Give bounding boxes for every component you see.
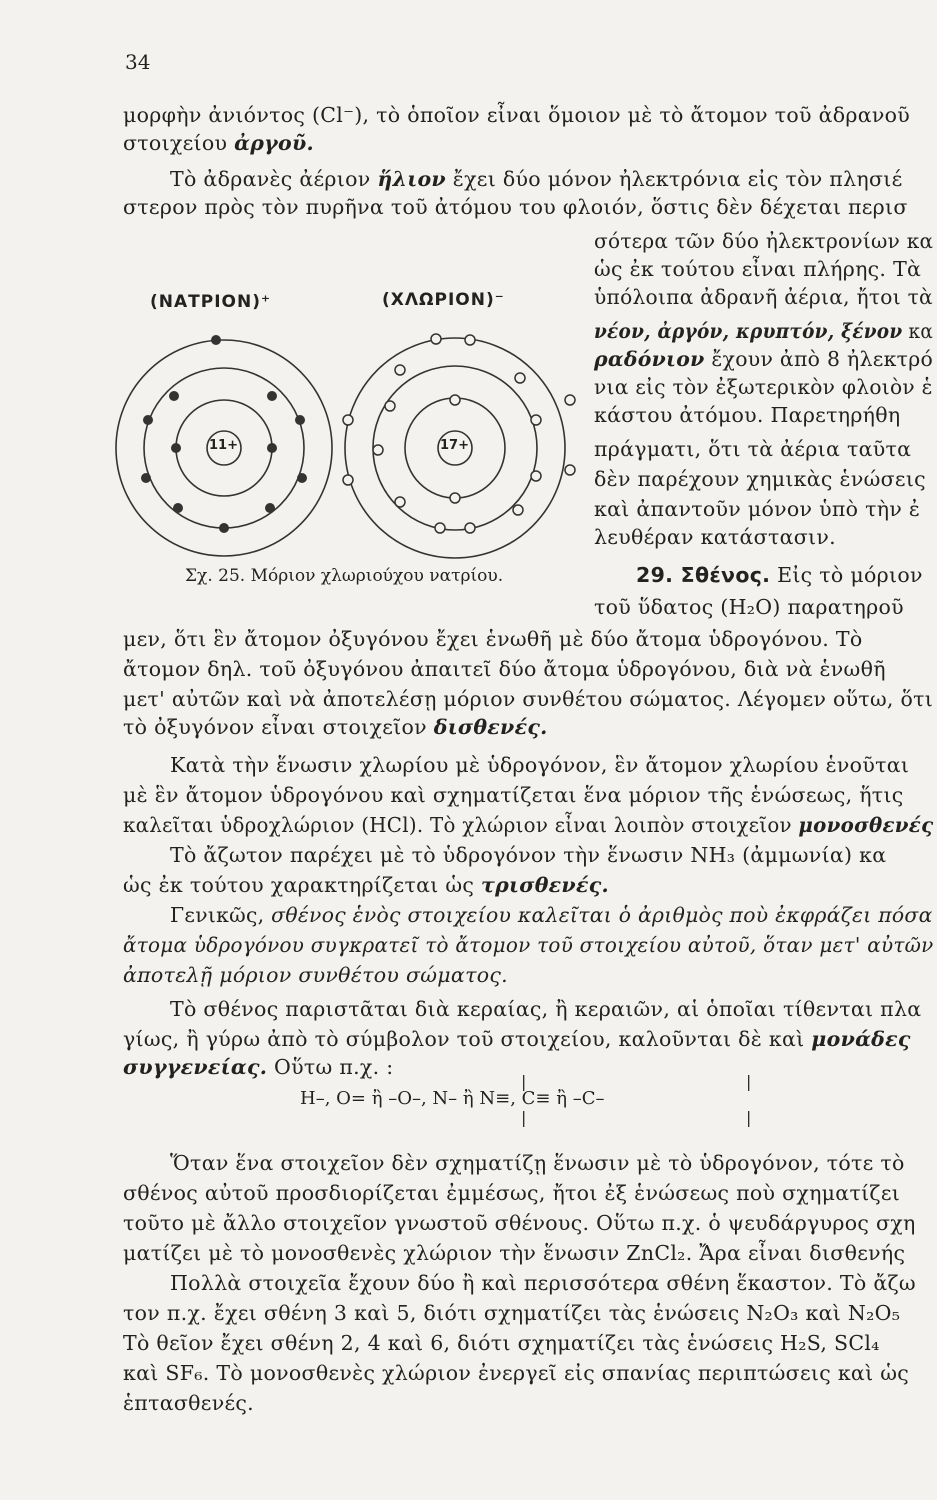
valence-formulas: H–, O= ἢ –O–, N– ἢ N≡, C≡ ἢ –C–	[300, 1088, 605, 1109]
text-line: ἄτομα ὑδρογόνου συγκρατεῖ τὸ ἄτομον τοῦ στοιχείου αὐτοῦ, ὅταν μετ' αὐτῶν	[123, 933, 934, 957]
text-line: μεν, ὅτι ἓν ἄτομον ὀξυγόνου ἔχει ἑνωθῆ μὲ δύο ἄτομα ὑδρογόνου. Τὸ	[123, 627, 863, 651]
text-line: μετ' αὐτῶν καὶ νὰ ἀποτελέσῃ μόριον συνθέτου σώματος. Λέγομεν οὕτω, ὅτι	[123, 687, 934, 711]
text-line: ἀποτελῇ μόριον συνθέτου σώματος.	[123, 963, 508, 987]
text-line: ὡς ἐκ τούτου χαρακτηρίζεται ὡς τρισθενές.	[123, 873, 609, 897]
text-line: Τὸ σθένος παριστᾶται διὰ κεραίας, ἢ κεραιῶν, αἱ ὁποῖαι τίθενται πλα	[170, 997, 922, 1021]
text-line: Κατὰ τὴν ἕνωσιν χλωρίου μὲ ὑδρογόνον, ἓν ἄτομον χλωρίου ἑνοῦται	[170, 753, 910, 777]
text-line: μὲ ἓν ἄτομον ὑδρογόνου καὶ σχηματίζεται ἕνα μόριον τῆς ἑνώσεως, ἥτις	[123, 783, 904, 807]
text-line: ἑπτασθενές.	[123, 1391, 254, 1415]
text-line: στερον πρὸς τὸν πυρῆνα τοῦ ἀτόμου του φλοιόν, ὅστις δὲν δέχεται περισ	[123, 195, 908, 219]
text-line: ραδόνιον ἔχουν ἀπὸ 8 ἠλεκτρό	[594, 347, 934, 371]
text-line: ὑπόλοιπα ἀδρανῆ ἀέρια, ἤτοι τὰ	[594, 285, 933, 309]
bond-stub: |	[746, 1108, 752, 1127]
text-line: Τὸ ἀδρανὲς ἀέριον ἥλιον ἔχει δύο μόνον ἠλεκτρόνια εἰς τὸν πλησιέ	[170, 167, 903, 191]
text-line: Πολλὰ στοιχεῖα ἔχουν δύο ἢ καὶ περισσότερα σθένη ἕκαστον. Τὸ ἄζω	[170, 1271, 916, 1295]
sodium-label: (ΝΑΤΡΙΟΝ)⁺	[150, 292, 271, 312]
text-line: Τὸ θεῖον ἔχει σθένη 2, 4 καὶ 6, διότι σχηματίζει τὰς ἑνώσεις H₂S, SCl₄	[123, 1331, 880, 1355]
text-line: καλεῖται ὑδροχλώριον (HCl). Τὸ χλώριον εἶναι λοιπὸν στοιχεῖον μονοσθενές	[123, 813, 934, 837]
text-line: ἄτομον δηλ. τοῦ ὀξυγόνου ἀπαιτεῖ δύο ἄτομα ὑδρογόνου, διὰ νὰ ἑνωθῆ	[123, 657, 886, 681]
text-line: πράγματι, ὅτι τὰ ἀέρια ταῦτα	[594, 437, 912, 461]
chlorine-label: (ΧΛΩΡΙΟΝ)⁻	[382, 290, 505, 310]
bond-stub: |	[521, 1072, 527, 1091]
text-line: καὶ SF₆. Τὸ μονοσθενὲς χλώριον ἐνεργεῖ εἰς σπανίας περιπτώσεις καὶ ὡς	[123, 1361, 910, 1385]
text-line: κάστου ἀτόμου. Παρετηρήθη	[594, 403, 901, 427]
text-line: σθένος αὐτοῦ προσδιορίζεται ἐμμέσως, ἤτοι ἐξ ἑνώσεως ποὺ σχηματίζει	[123, 1181, 901, 1205]
text-line: νια εἰς τὸν ἐξωτερικὸν φλοιὸν ἑ	[594, 375, 933, 399]
text-line: καὶ ἀπαντοῦν μόνον ὑπὸ τὴν ἐ	[594, 497, 921, 521]
text-line: τὸ ὀξυγόνον εἶναι στοιχεῖον δισθενές.	[123, 715, 548, 739]
text-line: μορφὴν ἀνιόντος (Cl⁻), τὸ ὁποῖον εἶναι ὅμοιον μὲ τὸ ἄτομον τοῦ ἀδρανοῦ	[123, 103, 911, 127]
bond-stub: |	[521, 1108, 527, 1127]
text-line: Τὸ ἄζωτον παρέχει μὲ τὸ ὑδρογόνον τὴν ἕνωσιν NH₃ (ἀμμωνία) κα	[170, 843, 887, 867]
page-number: 34	[125, 50, 151, 74]
text-line: τοῦτο μὲ ἄλλο στοιχεῖον γνωστοῦ σθένους. Οὕτω π.χ. ὁ ψευδάργυρος σχη	[123, 1211, 916, 1235]
text-line: λευθέραν κατάστασιν.	[594, 525, 836, 549]
text-line: νέον, ἀργόν, κρυπτόν, ξένον κα	[594, 319, 934, 343]
text-line: γίως, ἢ γύρω ἀπὸ τὸ σύμβολον τοῦ στοιχείου, καλοῦνται δὲ καὶ μονάδες	[123, 1027, 911, 1051]
figure-caption: Σχ. 25. Μόριον χλωριούχου νατρίου.	[185, 566, 504, 586]
text-line: συγγενείας. Οὕτω π.χ. :	[123, 1055, 394, 1079]
text-line: Γενικῶς, σθένος ἑνὸς στοιχείου καλεῖται ὁ ἀριθμὸς ποὺ ἐκφράζει πόσα	[170, 903, 933, 927]
text-line: ὡς ἐκ τούτου εἶναι πλήρης. Τὰ	[594, 257, 922, 281]
sodium-nucleus: 11+	[209, 438, 238, 453]
text-line: σότερα τῶν δύο ἠλεκτρονίων κα	[594, 229, 934, 253]
text-line: Ὅταν ἕνα στοιχεῖον δὲν σχηματίζῃ ἕνωσιν μὲ τὸ ὑδρογόνον, τότε τὸ	[170, 1151, 905, 1175]
text-line: τον π.χ. ἔχει σθένη 3 καὶ 5, διότι σχηματίζει τὰς ἑνώσεις N₂O₃ καὶ N₂O₅	[123, 1301, 901, 1325]
text-line: τοῦ ὕδατος (H₂O) παρατηροῦ	[594, 595, 904, 619]
bond-stub: |	[746, 1072, 752, 1091]
text-line: δὲν παρέχουν χημικὰς ἑνώσεις	[594, 467, 926, 491]
section-heading: 29. Σθένος. Εἰς τὸ μόριον	[636, 563, 923, 587]
text-line: στοιχείου ἀργοῦ.	[123, 131, 314, 155]
text-line: ματίζει μὲ τὸ μονοσθενὲς χλώριον τὴν ἕνωσιν ZnCl₂. Ἄρα εἶναι δισθενής	[123, 1241, 906, 1265]
chlorine-nucleus: 17+	[440, 438, 469, 453]
